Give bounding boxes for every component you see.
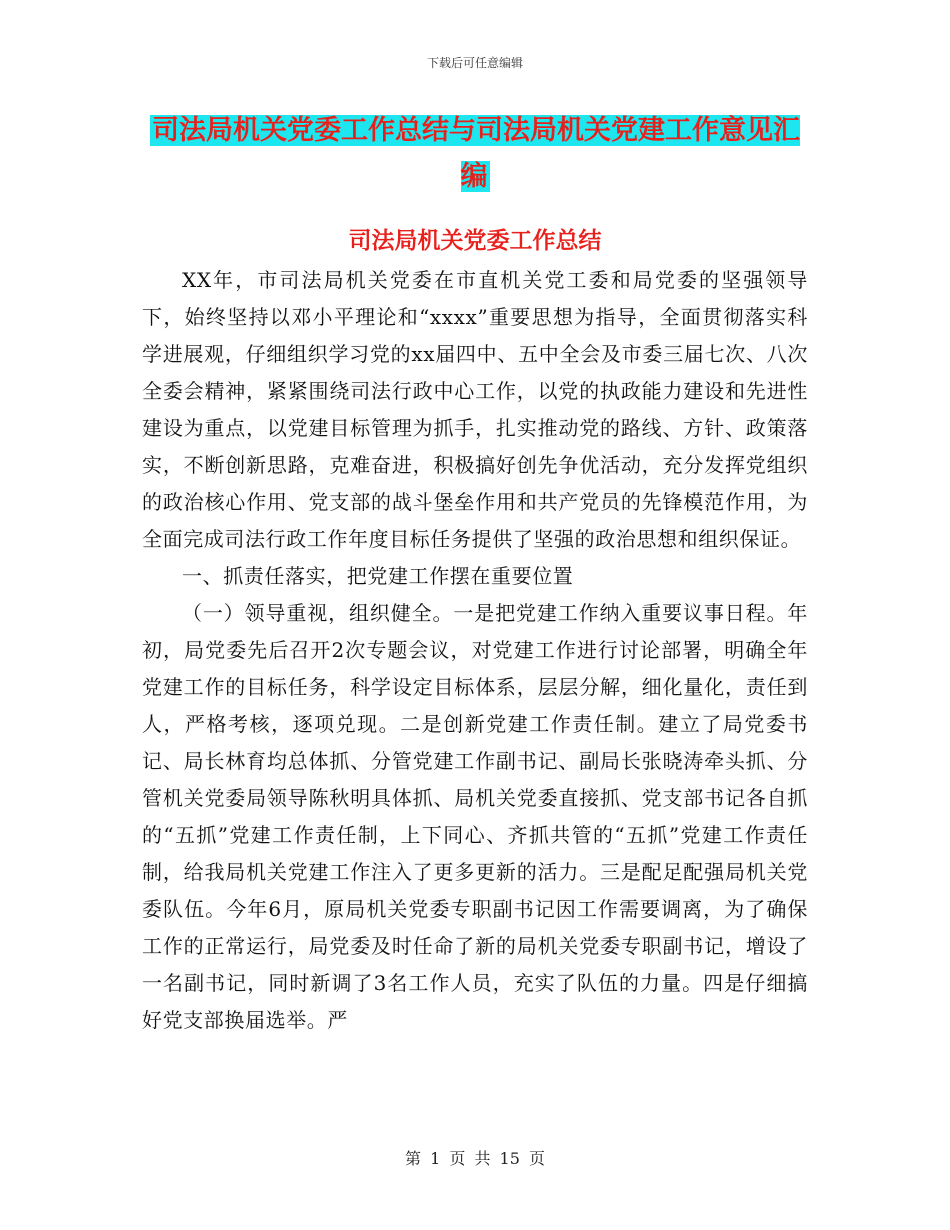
document-body [142,262,808,1039]
document-title-text: 司法局机关党委工作总结与司法局机关党建工作意见汇编 [152,115,800,192]
paragraph-subsection-1: （一）领导重视，组织健全。一是把党建工作纳入重要议事日程。年初，局党委先后召开2次专题会议，对党建工作进行讨论部署，明确全年党建工作的目标任务，科学设定目标体系，层层分解，细化量化，责任到人，严格考核，逐项兑现。二是创新党建工作责任制。建立了局党委书记、局长林育均总体抓、分管党建工作副书记、副局长张晓涛牵头抓、分管机关党委局领导陈秋明具体抓、局机关党委直接抓、党支部书记各自抓的“五抓”党建工作责任制，上下同心、齐抓共管的“五抓”党建工作责任制，给我局机关党建工作注入了更多更新的活力。三是配足配强局机关党委队伍。今年6月，原局机关党委专职副书记因工作需要调离，为了确保工作的正常运行，局党委及时任命了新的局机关党委专职副书记，增设了一名副书记，同时新调了3名工作人员，充实了队伍的力量。四是仔细搞好党支部换届选举。严 [142,601,808,1032]
paragraph-heading-1: 一、抓责任落实，把党建工作摆在重要位置 [182,564,574,588]
document-title [140,108,810,200]
section-title: 司法局机关党委工作总结 [348,228,602,254]
paragraph-intro: XX年，市司法局机关党委在市直机关党工委和局党委的坚强领导下，始终坚持以邓小平理论和“xxxx”重要思想为指导，全面贯彻落实科学进展观，仔细组织学习党的xx届四中、五中全会及市委三届七次、八次全委会精神，紧紧围绕司法行政中心工作，以党的执政能力建设和先进性建设为重点，以党建目标管理为抓手，扎实推动党的路线、方针、政策落实，不断创新思路，克难奋进，积极搞好创先争优活动，充分发挥党组织的政治核心作用、党支部的战斗堡垒作用和共产党员的先锋模范作用，为全面完成司法行政工作年度目标任务提供了坚强的政治思想和组织保证。 [142,268,808,551]
page-header-note: 下载后可任意编辑 [426,56,523,70]
page-number: 第 1 页 共 15 页 [405,1149,545,1168]
